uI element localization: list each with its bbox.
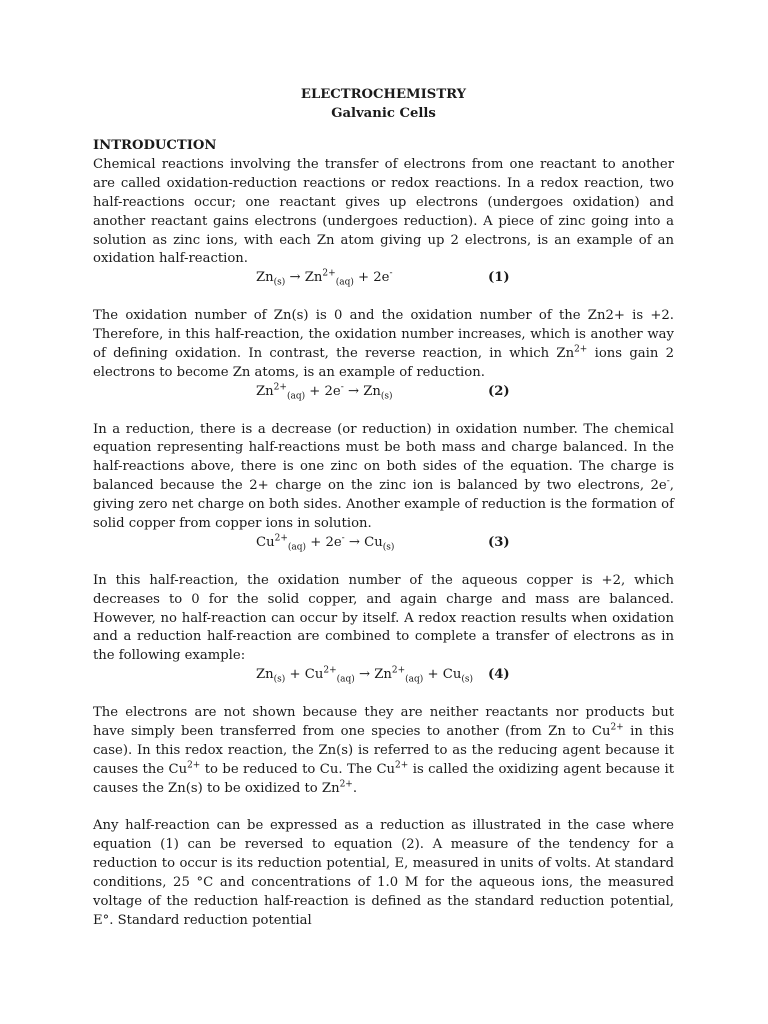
equation-1-text: $Zn_{(s)} \to Zn^{2+}_{(aq)} + 2e^-$	[256, 268, 393, 288]
paragraph-3: In a reduction, there is a decrease (or reduction) in oxidation number. The chemical equation representing half-reactions must be both mass and charge balanced. In the half-reactions above, there is one zinc on both sides of the equation. The charge is balanced because the 2+ charge on the zinc ion is balanced by two electrons, 2e-, giving zero net charge on both sides. Another example of reduction is the formation of solid copper from copper ions in solution.	[93, 421, 674, 532]
paragraph-1: Chemical reactions involving the transfer of electrons from one reactant to another are called oxidation-reduction reactions or redox reactions. In a redox reaction, two half-reactions occur; one reactant gives up electrons (undergoes oxidation) and another reactant gains electrons (undergoes reduction). A piece of zinc going into a solution as zinc ions, with each Zn atom giving up 2 electrons, is an example of an oxidation half-reaction.	[93, 156, 674, 267]
equation-2	[93, 383, 674, 402]
equation-1-number: (1)	[488, 270, 510, 286]
equation-2-number: (2)	[488, 383, 510, 399]
document-title: ELECTROCHEMISTRY	[300, 87, 467, 102]
equation-4-text: $Zn_{(s)} + Cu^{2+}_{(aq)} \to Zn^{2+}_{(aq)} + Cu_{(s)}$	[256, 665, 474, 685]
paragraph-6: Any half-reaction can be expressed as a reduction as illustrated in the case where equation (1) can be reversed to equation (2). A measure of the tendency for a reduction to occur is its reduction potential, E, measured in units of volts. At standard conditions, 25 °C and concentrations of 1.0 M for the aqueous ions, the measured voltage of the reduction half-reaction is defined as the standard reduction potential, E°. Standard reduction potential	[93, 818, 674, 929]
equation-4	[93, 666, 674, 685]
equation-3-number: (3)	[488, 534, 510, 550]
paragraph-5: The electrons are not shown because they are neither reactants nor products but have simply been transferred from one species to another (from Zn to $Cu^{2+}$ in this case). In this redox reaction, the Zn(s) is referred to as the reducing agent because it causes the $Cu^{2+}$ to be reduced to Cu. The $Cu^{2+}$ is called the oxidizing agent because it causes the Zn(s) to be oxidized to $Zn^{2+}$.	[93, 705, 674, 796]
equation-3	[93, 534, 674, 553]
document-page	[93, 86, 674, 931]
equation-2-text: $Zn^{2+}_{(aq)} + 2e^- \to Zn_{(s)}$	[256, 382, 393, 402]
title-block	[93, 86, 674, 123]
equation-1	[93, 269, 674, 288]
paragraph-4: In this half-reaction, the oxidation number of the aqueous copper is +2, which decreases to 0 for the solid copper, and again charge and mass are balanced. However, no half-reaction can occur by itself. A redox reaction results when oxidation and a reduction half-reaction are combined to complete a transfer of electrons as in the following example:	[93, 572, 674, 664]
document-subtitle: Galvanic Cells	[331, 105, 436, 121]
equation-4-number: (4)	[488, 667, 510, 683]
section-heading: INTRODUCTION	[93, 138, 217, 153]
paragraph-2: The oxidation number of Zn(s) is 0 and the oxidation number of the Zn2+ is +2. Therefore, in this half-reaction, the oxidation number increases, which is another way of defining oxidation. In contrast, the reverse reaction, in which $Zn^{2+}$ ions gain 2 electrons to become Zn atoms, is an example of reduction.	[93, 308, 674, 380]
equation-3-text: $Cu^{2+}_{(aq)} + 2e^- \to Cu_{(s)}$	[256, 533, 395, 553]
